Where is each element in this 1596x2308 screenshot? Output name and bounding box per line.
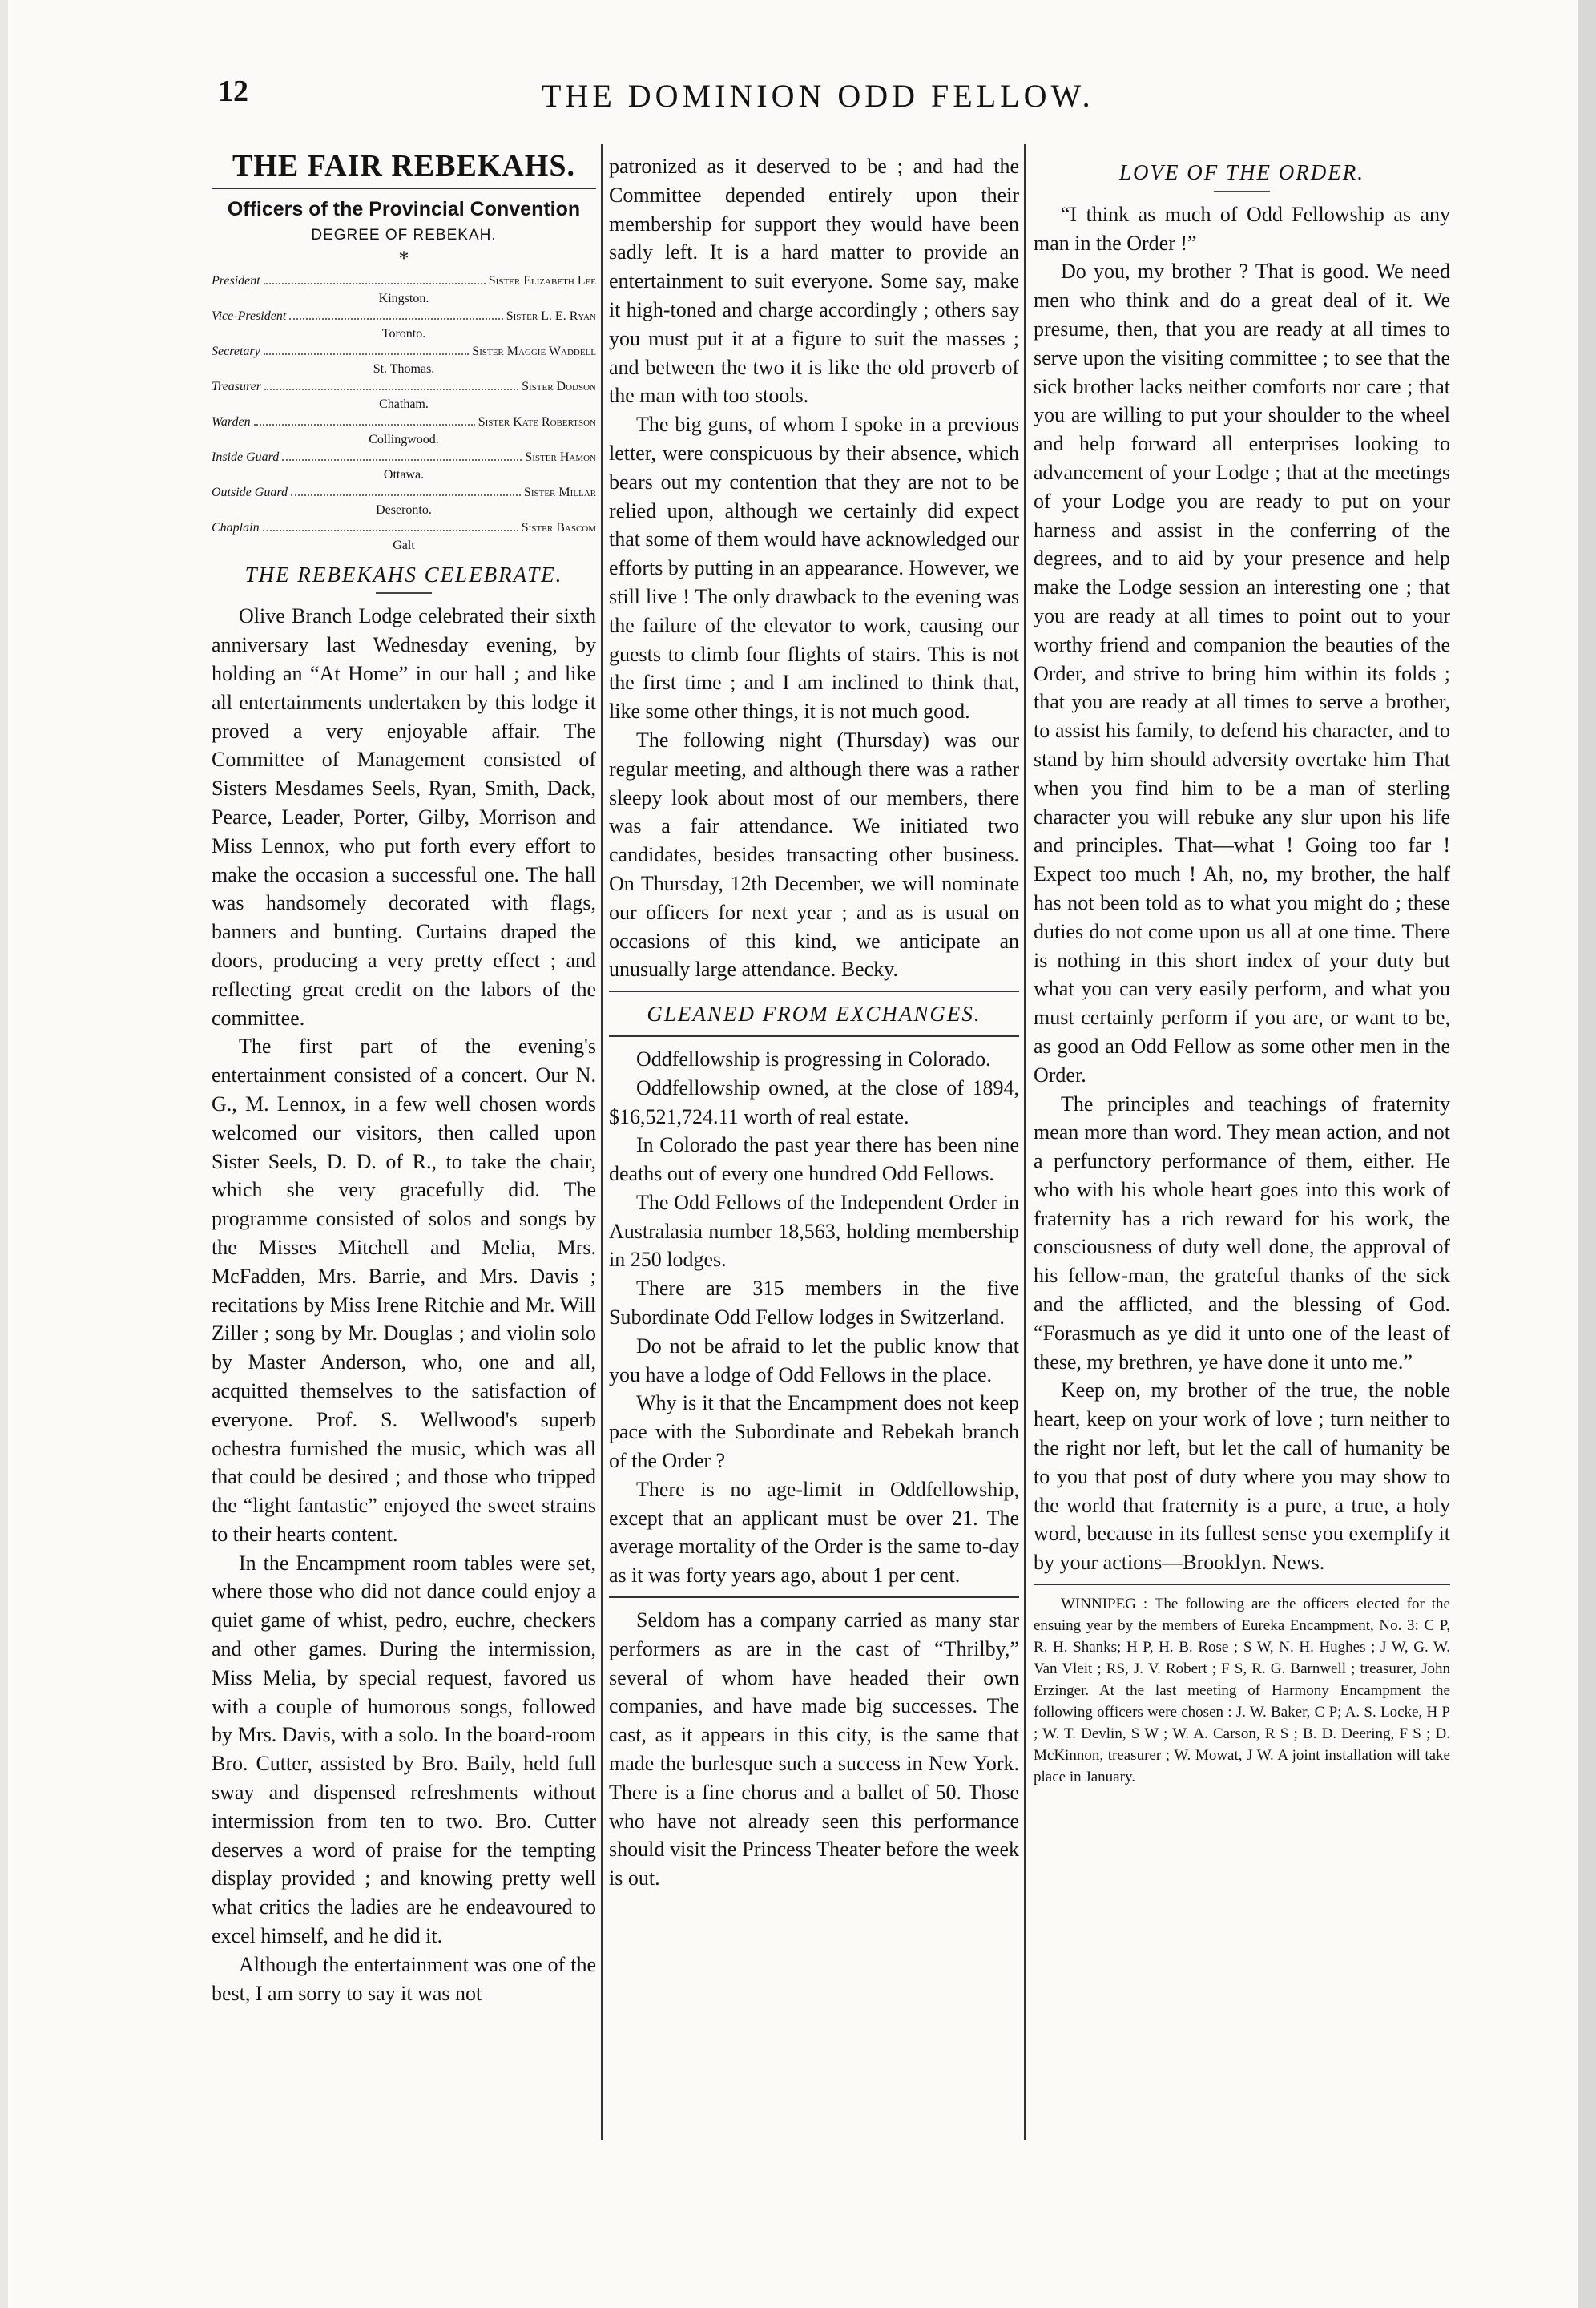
leader-dots — [282, 459, 522, 461]
officer-place: Toronto. — [381, 326, 426, 341]
title-rule — [1214, 191, 1270, 192]
leader-dots — [264, 353, 470, 355]
title-rule — [376, 592, 432, 594]
star-ornament: * — [398, 246, 409, 270]
leader-dots — [291, 494, 521, 496]
page-edge-right — [1578, 0, 1596, 2308]
article-paragraph: The big guns, of whom I spoke in a previous letter, were conspicuous by their absence, which bears out my contention that they are not to be relied upon, although we certainly did expect that some of them would have acknowledged our efforts by putting in an appearance. However, we still live ! The only drawback to the evening was the failure of the elevator to work, causing our guests to climb four flights of stairs. This is not the first time ; and I am inclined to think that, like some other things, it is not much good. — [609, 413, 1019, 724]
section-title: THE FAIR REBEKAHS. — [232, 149, 575, 183]
officer-name: Sister Dodson — [522, 379, 596, 393]
article-paragraph: The first part of the evening's entertainment consisted of a concert. Our N. G., M. Lennox, in a few well chosen words welcomed our visitors, then called upon Sister Seels, D. D. of R., to take the chair, which she very gracefully did. The programme consisted of solos and songs by the Misses Mitchell and Melia, Mrs. McFadden, Mrs. Barrie, and Mrs. Davis ; recitations by Miss Irene Ritchie and Mr. Will Ziller ; song by Mr. Douglas ; and violin solo by Master Anderson, who, one and all, acquitted themselves to the satisfaction of everyone. Prof. S. Wellwood's superb ochestra furnished the music, which was all that could be desired ; and those who tripped the “light fantastic” enjoyed the sweet strains to their hearts content. — [212, 1035, 596, 1546]
article-paragraph: Although the entertainment was one of the best, I am sorry to say it was not — [212, 1952, 596, 2005]
exchange-item: Oddfellowship is progressing in Colorado. — [636, 1047, 991, 1071]
officer-name: Sister L. E. Ryan — [506, 309, 596, 323]
column-2 — [609, 152, 1019, 1893]
officer-role: President — [212, 273, 260, 288]
exchanges-title: GLEANED FROM EXCHANGES. — [647, 1002, 981, 1027]
article-title: LOVE OF THE ORDER. — [1119, 160, 1364, 184]
section-rule — [609, 1596, 1019, 1598]
officer-place: Ottawa. — [383, 467, 425, 482]
officer-role: Secretary — [212, 344, 260, 358]
article-paragraph: The following night (Thursday) was our regular meeting, and although there was a rather sleepy look about most of our members, there was a fair attendance. We initiated two candidates, besides transacting other business. On Thursday, 12th December, we will nominate our officers for next year ; and as is usual on occasions of this kind, we anticipate an unusually large attendance. Becky. — [609, 728, 1019, 982]
article-paragraph: The principles and teachings of fraternity mean more than word. They mean action, and not a perfunctory performance of them, either. He who with his whole heart goes into this work of fraternity has a rich reward for his work, the consciousness of duty well done, the approval of his fellow-man, the grateful thanks of the sick and the afflicted, and the blessing of God. “Forasmuch as ye did it unto one of the least of these, my brethren, ye have done it unto me.” — [1034, 1091, 1450, 1374]
officer-place: Kingston. — [378, 291, 429, 305]
section-rule — [609, 1035, 1019, 1037]
article-title: THE REBEKAHS CELEBRATE. — [244, 562, 563, 587]
officer-place: Collingwood. — [369, 432, 439, 446]
exchange-item: The Odd Fellows of the Independent Order in Australasia number 18,563, holding membership in 250 lodges. — [609, 1190, 1019, 1272]
column-rule-1 — [601, 144, 603, 2140]
exchange-item: Why is it that the Encampment does not keep pace with the Subordinate and Rebekah branch of the Order ? — [609, 1391, 1019, 1473]
section-rule — [212, 188, 596, 189]
officer-role: Outside Guard — [212, 485, 288, 499]
officer-place: Deseronto. — [376, 502, 432, 517]
exchange-item: In Colorado the past year there has been nine deaths out of every one hundred Odd Fellows. — [609, 1133, 1019, 1186]
article-paragraph: Olive Branch Lodge celebrated their sixth anniversary last Wednesday evening, by holding an “At Home” in our hall ; and like all entertainments undertaken by this lodge it proved a very enjoyable affair. The Committee of Management consisted of Sisters Mesdames Seels, Ryan, Smith, Dack, Pearce, Leader, Porter, Gilby, Morrison and Miss Lennox, who put forth every effort to make the occasion a successful one. The hall was handsomely decorated with flags, banners and bunting. Curtains draped the doors, producing a very pretty effect ; and reflecting great credit on the labors of the committee. — [212, 604, 596, 1030]
officer-role: Inside Guard — [212, 450, 280, 464]
exchange-item: Oddfellowship owned, at the close of 1894, $16,521,724.11 worth of real estate. — [609, 1075, 1019, 1128]
officer-name: Sister Kate Robertson — [478, 414, 596, 429]
section-rule — [1034, 1584, 1450, 1585]
exchange-item: There is no age-limit in Oddfellowship, except that an applicant must be over 21. The average mortality of the Order is the same to-day as it was forty years ago, about 1 per cent. — [609, 1477, 1019, 1588]
officer-role: Chaplain — [212, 520, 260, 535]
section-rule — [609, 991, 1019, 992]
thrilby-paragraph: Seldom has a company carried as many star performers as are in the cast of “Thrilby,” several of whom have headed their own companies, and have made big successes. The cast, as it appears in this city, is the same that made the burlesque such a success in New York. There is a fine chorus and a ballet of 50. Those who have not already seen this performance should visit the Princess Theater before the week is out. — [609, 1608, 1019, 1890]
leader-dots — [264, 389, 518, 390]
article-paragraph: Do you, my brother ? That is good. We need men who think and do a great deal of it. We presume, then, that you are ready at all times to serve upon the visiting committee ; to see that the sick brother lacks neither comforts nor care ; that you are willing to put your shoulder to the wheel and help forward all enterprises looking to advancement of your Lodge ; that at the meetings of your Lodge you are ready to put on your harness and assist in the conferring of the degrees, and to aid by your presence and help make the Lodge session an interesting one ; that you are ready at all times to point out to your worthy friend and companion the beauties of the Order, and strive to bring him within its folds ; that you are ready at all times to serve a brother, to assist his family, to defend his character, and to stand by him should adversity overtake him That when you find him to be a man of sterling character you will rebuke any slur upon his life and principles. That—what ! Going too far ! Expect too much ! Ah, no, my brother, the half has not been told as to what you might do ; these duties do not come upon us all at one time. There is nothing in this short index of your duty but what you can very easily perform, and what you must certainly perform if you are, or want to be, as good an Odd Fellow as some other men in the Order. — [1034, 260, 1450, 1087]
officer-place: St. Thomas. — [373, 361, 435, 376]
exchange-item: There are 315 members in the five Subordinate Odd Fellow lodges in Switzerland. — [609, 1277, 1019, 1330]
convention-subtitle: DEGREE OF REBEKAH. — [311, 226, 497, 244]
officer-name: Sister Bascom — [521, 520, 596, 535]
officer-role: Treasurer — [212, 379, 261, 393]
officer-role: Warden — [212, 414, 251, 429]
officer-place: Galt — [393, 538, 415, 552]
leader-dots — [254, 424, 475, 426]
officer-name: Sister Elizabeth Lee — [488, 273, 596, 288]
winnipeg-notice: WINNIPEG : The following are the officers elected for the ensuing year by the members of Eureka Encampment, No. 3: C P, R. H. Shanks; H P, H. B. Rose ; S W, N. H. Hughes ; J W, G. W. Van Vleit ; RS, J. V. Robert ; F S, R. G. Barnwell ; treasurer, John Erzinger. At the last meeting of Harmony Encampment the following officers were chosen : J. W. Baker, C P; A. S. Locke, H P ; W. T. Devlin, S W ; W. A. Carson, R S ; B. D. Deering, F S ; D. McKinnon, treasurer ; W. Mowat, J W. A joint installation will take place in January. — [1034, 1596, 1450, 1786]
officer-name: Sister Hamon — [525, 450, 596, 464]
officer-list — [212, 272, 596, 555]
column-1 — [212, 149, 596, 2007]
leader-dots — [263, 530, 518, 531]
article-paragraph: patronized as it deserved to be ; and had the Committee depended entirely upon their membership for support they would have been sadly left. It is a hard matter to provide an entertainment to suit everyone. Some say, make it high-toned and charge accordingly ; others say you must put it at a figure to suit the masses ; and between the two it is like the old proverb of the man with too stools. — [609, 155, 1019, 408]
officer-name: Sister Maggie Waddell — [472, 344, 596, 358]
exchange-item: Do not be afraid to let the public know that you have a lodge of Odd Fellows in the place. — [609, 1334, 1019, 1386]
article-paragraph: In the Encampment room tables were set, where those who did not dance could enjoy a quiet game of whist, pedro, euchre, checkers and other games. During the intermission, Miss Melia, by special request, favored us with a couple of humorous songs, followed by Mrs. Davis, with a solo. In the board-room Bro. Cutter, assisted by Bro. Baily, held full sway and dispensed refreshments without intermission from ten to two. Bro. Cutter deserves a word of praise for the tempting display provided ; and knowing pretty well what critics the ladies are he endeavoured to excel himself, and he did it. — [212, 1551, 596, 1948]
leader-dots — [289, 318, 502, 320]
masthead: THE DOMINION ODD FELLOW. — [542, 78, 1094, 114]
leader-dots — [264, 283, 486, 284]
officer-place: Chatham. — [379, 397, 429, 411]
column-rule-2 — [1024, 144, 1026, 2140]
article-paragraph: Keep on, my brother of the true, the noble heart, keep on your work of love ; turn neither to the right nor left, but let the call of humanity be to you that post of duty where you may show to the world that fraternity is a pure, a true, a holy word, because in its fullest sense you exemplify it by your actions—Brooklyn. News. — [1034, 1378, 1450, 1575]
page-edge-left — [0, 0, 8, 2308]
officer-name: Sister Millar — [523, 485, 596, 499]
officer-role: Vice-President — [212, 309, 287, 323]
page-header — [0, 74, 1596, 122]
convention-title: Officers of the Provincial Convention — [227, 197, 581, 220]
page-number: 12 — [218, 75, 248, 108]
article-paragraph: “I think as much of Odd Fellowship as any man in the Order !” — [1034, 202, 1450, 255]
column-3 — [1034, 152, 1450, 1788]
